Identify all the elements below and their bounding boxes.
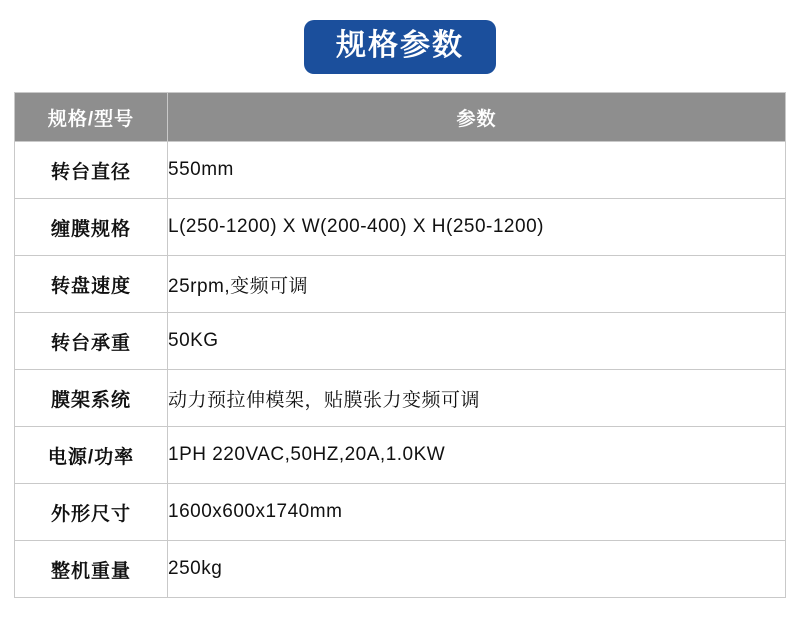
table-body [15, 142, 786, 598]
row-value: 50KG [168, 313, 786, 370]
row-value: 25rpm,变频可调 [168, 256, 786, 313]
row-label: 膜架系统 [15, 370, 168, 427]
column-header-model: 规格/型号 [15, 93, 168, 142]
row-value: 550mm [168, 142, 786, 199]
column-header-parameter: 参数 [168, 93, 786, 142]
table-row [15, 313, 786, 370]
table-header [15, 93, 786, 142]
table-row [15, 370, 786, 427]
page-title: 规格参数 [304, 20, 496, 74]
row-label: 外形尺寸 [15, 484, 168, 541]
table-row [15, 484, 786, 541]
table-row [15, 256, 786, 313]
row-value: L(250-1200) X W(200-400) X H(250-1200) [168, 199, 786, 256]
row-label: 转台承重 [15, 313, 168, 370]
page-title-container [0, 0, 800, 92]
row-value: 250kg [168, 541, 786, 598]
row-label: 电源/功率 [15, 427, 168, 484]
table-header-row [15, 93, 786, 142]
table-row [15, 199, 786, 256]
table-row [15, 541, 786, 598]
row-label: 整机重量 [15, 541, 168, 598]
row-value: 1PH 220VAC,50HZ,20A,1.0KW [168, 427, 786, 484]
row-label: 缠膜规格 [15, 199, 168, 256]
row-value: 动力预拉伸模架，贴膜张力变频可调 [168, 370, 786, 427]
table-row [15, 142, 786, 199]
row-value: 1600x600x1740mm [168, 484, 786, 541]
row-label: 转盘速度 [15, 256, 168, 313]
table-row [15, 427, 786, 484]
row-label: 转台直径 [15, 142, 168, 199]
specifications-table [14, 92, 786, 598]
